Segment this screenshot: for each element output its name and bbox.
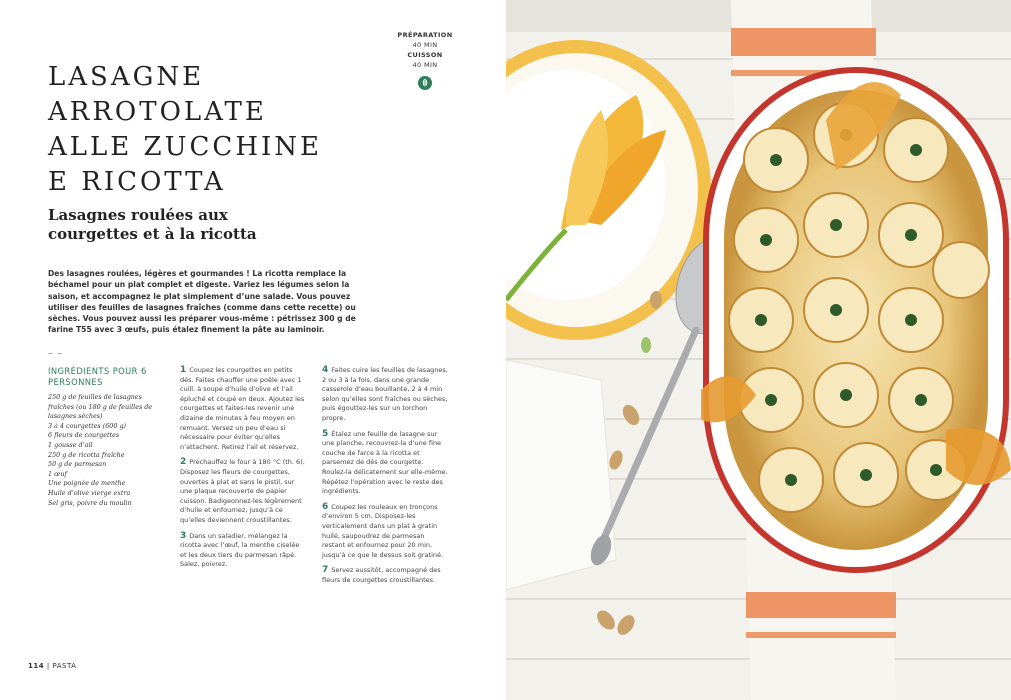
step-text: Servez aussitôt, accompagné des fleurs de courgettes croustillantes. (322, 566, 441, 584)
cook-label: CUISSON (407, 51, 443, 59)
ingredient-item: 1 gousse d’ail (48, 440, 93, 449)
step-text: Coupez les courgettes en petits dés. Faites chauffer une poêle avec 1 cuill. à soupe d’huile d’olive et l’ail épluché et coupé en deux. Ajoutez les courgettes et faites-les revenir une dizaine de minutes à feu moyen en remuant. Versez un peu d’eau si nécessaire pour éviter qu’elles n’attachent. Retirez l’ail et réservez. (180, 366, 305, 451)
step-text: Coupez les rouleaux en tronçons d’environ 5 cm. Disposez-les verticalement dans un plat à gratin huilé, saupoudrez de parmesan restant et enfournez pour 20 min, jusqu’à ce que le dessus soit gratiné. (322, 502, 444, 559)
step-number: 6 (322, 501, 329, 512)
step (322, 430, 448, 497)
step-text: Préchauffez le four à 180 °C (th. 6). Disposez les fleurs de courgettes, ouvertes à plat et sans le pistil, sur une plaque recouverte de papier cuisson. Badigeonnez-les légèrement d’huile et enfournez, jusqu’à ce qu’elles deviennent croustillantes. (180, 458, 305, 524)
prep-label: PRÉPARATION (397, 31, 453, 39)
step-text: Dans un saladier, mélangez la ricotta avec l’œuf, la menthe ciselée et les deux tiers du parmesan râpé. Salez, poivrez. (180, 531, 300, 569)
steps-column-2 (322, 366, 448, 591)
ingredient-item: 250 g de ricotta fraîche (48, 450, 125, 459)
step (322, 503, 448, 561)
ingredients-title: INGRÉDIENTS POUR 6 PERSONNES (48, 366, 147, 387)
title-line: E RICOTTA (48, 167, 226, 197)
step-number: 5 (322, 428, 329, 439)
step-number: 7 (322, 565, 329, 576)
food-photo (506, 0, 1011, 700)
recipe-title (48, 60, 322, 200)
prep-time: 40 MIN (412, 41, 438, 49)
ingredient-item: 250 g de feuilles de lasagnes fraîches (ou 180 g de feuilles de lasagnes sèches) (48, 393, 153, 421)
step (180, 458, 306, 525)
section-name: | PASTA (46, 662, 77, 670)
step (322, 566, 448, 585)
title-line: ARROTOLATE (48, 97, 267, 127)
steps-column-1 (180, 366, 306, 576)
ingredient-item: 3 à 4 courgettes (600 g) (48, 421, 127, 430)
timing-info (386, 30, 464, 90)
step (322, 366, 448, 424)
title-line: LASAGNE (48, 62, 205, 92)
ingredient-item: Sel gris, poivre du moulin (48, 498, 132, 507)
section-divider: – – (48, 349, 63, 359)
step-number: 2 (180, 457, 187, 468)
ingredient-item: Huile d’olive vierge extra (48, 488, 131, 497)
step-text: Étalez une feuille de lasagne sur une planche, recouvrez-la d’une fine couche de farce à la ricotta et parsemez de dés de courgette. Roulez-la délicatement sur elle-même. Répétez l’opération avec le reste des ingrédients. (322, 429, 448, 496)
leaf-icon (418, 76, 432, 90)
ingredient-item: 1 œuf (48, 469, 67, 478)
recipe-intro: Des lasagnes roulées, légères et gourmandes ! La ricotta remplace la béchamel pour un plat complet et digeste. Variez les légumes selon la saison, et accompagnez le plat simplement d’une salade. Vous pouvez utiliser des feuilles de lasagnes fraîches (comme dans cette recette) ou sèches. Vous pouvez aussi les préparer vous-même : pétrissez 300 g de farine T55 avec 3 œufs, puis étalez finement la pâte au laminoir. (48, 269, 356, 335)
lasagna-photo-illustration (506, 0, 1011, 700)
ingredients-list (48, 393, 164, 508)
step (180, 366, 306, 452)
step-number: 3 (180, 530, 187, 541)
page-number: 114 (28, 662, 45, 670)
recipe-subtitle: Lasagnes roulées aux courgettes et à la ricotta (48, 206, 257, 243)
step-number: 4 (322, 365, 329, 375)
step (180, 532, 306, 570)
step-text: Faites cuire les feuilles de lasagnes, 2 ou 3 à la fois, dans une grande casserole d’eau bouillante, 2 à 4 min selon qu’elles sont fraîches ou sèches, puis égouttez-les sur un torchon propre. (322, 366, 448, 422)
ingredient-item: 6 fleurs de courgettes (48, 431, 120, 440)
ingredient-item: 50 g de parmesan (48, 460, 107, 469)
ingredient-item: Une poignée de menthe (48, 479, 126, 488)
cook-time: 40 MIN (412, 61, 438, 69)
title-line: ALLE ZUCCHINE (48, 132, 322, 162)
step-number: 1 (180, 365, 187, 375)
page-footer (28, 662, 76, 670)
